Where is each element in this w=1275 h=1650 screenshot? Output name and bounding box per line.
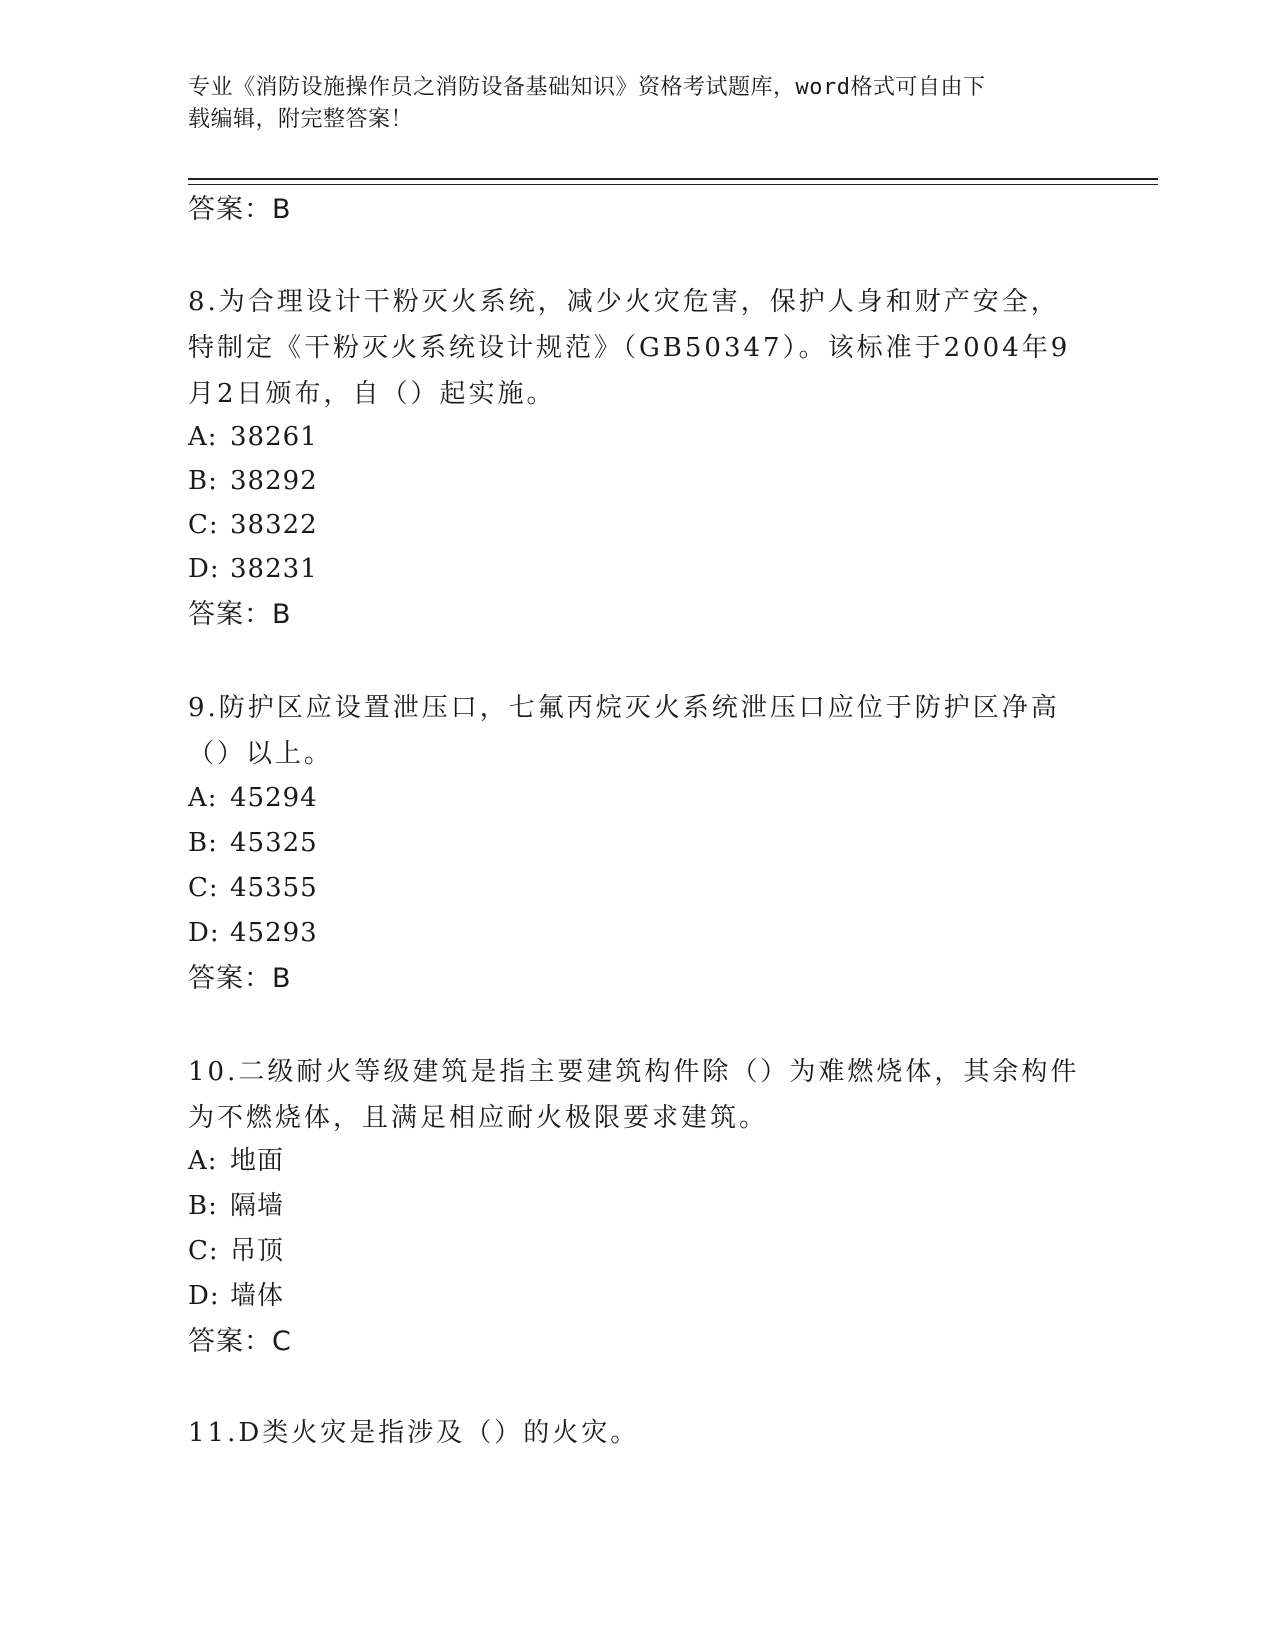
header-line-2: 载编辑，附完整答案！ <box>188 107 414 132</box>
answer-previous: 答案：B <box>188 194 292 225</box>
question-8-option-c: C: 38322 <box>188 510 318 540</box>
question-8-line-2: 特制定《干粉灭火系统设计规范》（GB50347）。该标准于2004年9 <box>188 333 1071 363</box>
question-8 <box>188 279 1088 417</box>
question-10-option-a: A: 地面 <box>188 1146 285 1176</box>
question-9-answer: 答案：B <box>188 963 292 994</box>
question-10-option-c: C: 吊顶 <box>188 1236 285 1266</box>
question-8-answer: 答案：B <box>188 599 292 630</box>
question-8-line-3: 月2日颁布，自（）起实施。 <box>188 379 556 409</box>
question-9-option-b: B: 45325 <box>188 828 318 858</box>
header-rule-thin <box>188 184 1158 185</box>
question-9-line-1: 9.防护区应设置泄压口，七氟丙烷灭火系统泄压口应位于防护区净高 <box>188 693 1060 723</box>
question-8-line-1: 8.为合理设计干粉灭火系统，减少火灾危害，保护人身和财产安全， <box>188 287 1060 317</box>
question-11-line-1: 11.D类火灾是指涉及（）的火灾。 <box>188 1418 640 1448</box>
question-11 <box>188 1410 1088 1456</box>
question-10 <box>188 1049 1088 1141</box>
question-10-line-1: 10.二级耐火等级建筑是指主要建筑构件除（）为难燃烧体，其余构件 <box>188 1057 1080 1087</box>
question-9-option-a: A: 45294 <box>188 783 318 813</box>
question-8-option-b: B: 38292 <box>188 466 318 496</box>
question-9 <box>188 685 1088 777</box>
header-rule-thick <box>188 178 1158 180</box>
question-9-line-2: （）以上。 <box>188 739 334 769</box>
question-9-option-c: C: 45355 <box>188 873 318 903</box>
document-header <box>188 72 1088 136</box>
question-10-option-d: D: 墙体 <box>188 1281 285 1311</box>
question-8-option-d: D: 38231 <box>188 554 318 584</box>
header-line-1: 专业《消防设施操作员之消防设备基础知识》资格考试题库，word格式可自由下 <box>188 75 986 100</box>
question-10-option-b: B: 隔墙 <box>188 1191 285 1221</box>
question-10-line-2: 为不燃烧体，且满足相应耐火极限要求建筑。 <box>188 1103 769 1133</box>
question-10-answer: 答案：C <box>188 1326 292 1357</box>
question-8-option-a: A: 38261 <box>188 422 318 452</box>
question-9-option-d: D: 45293 <box>188 918 318 948</box>
